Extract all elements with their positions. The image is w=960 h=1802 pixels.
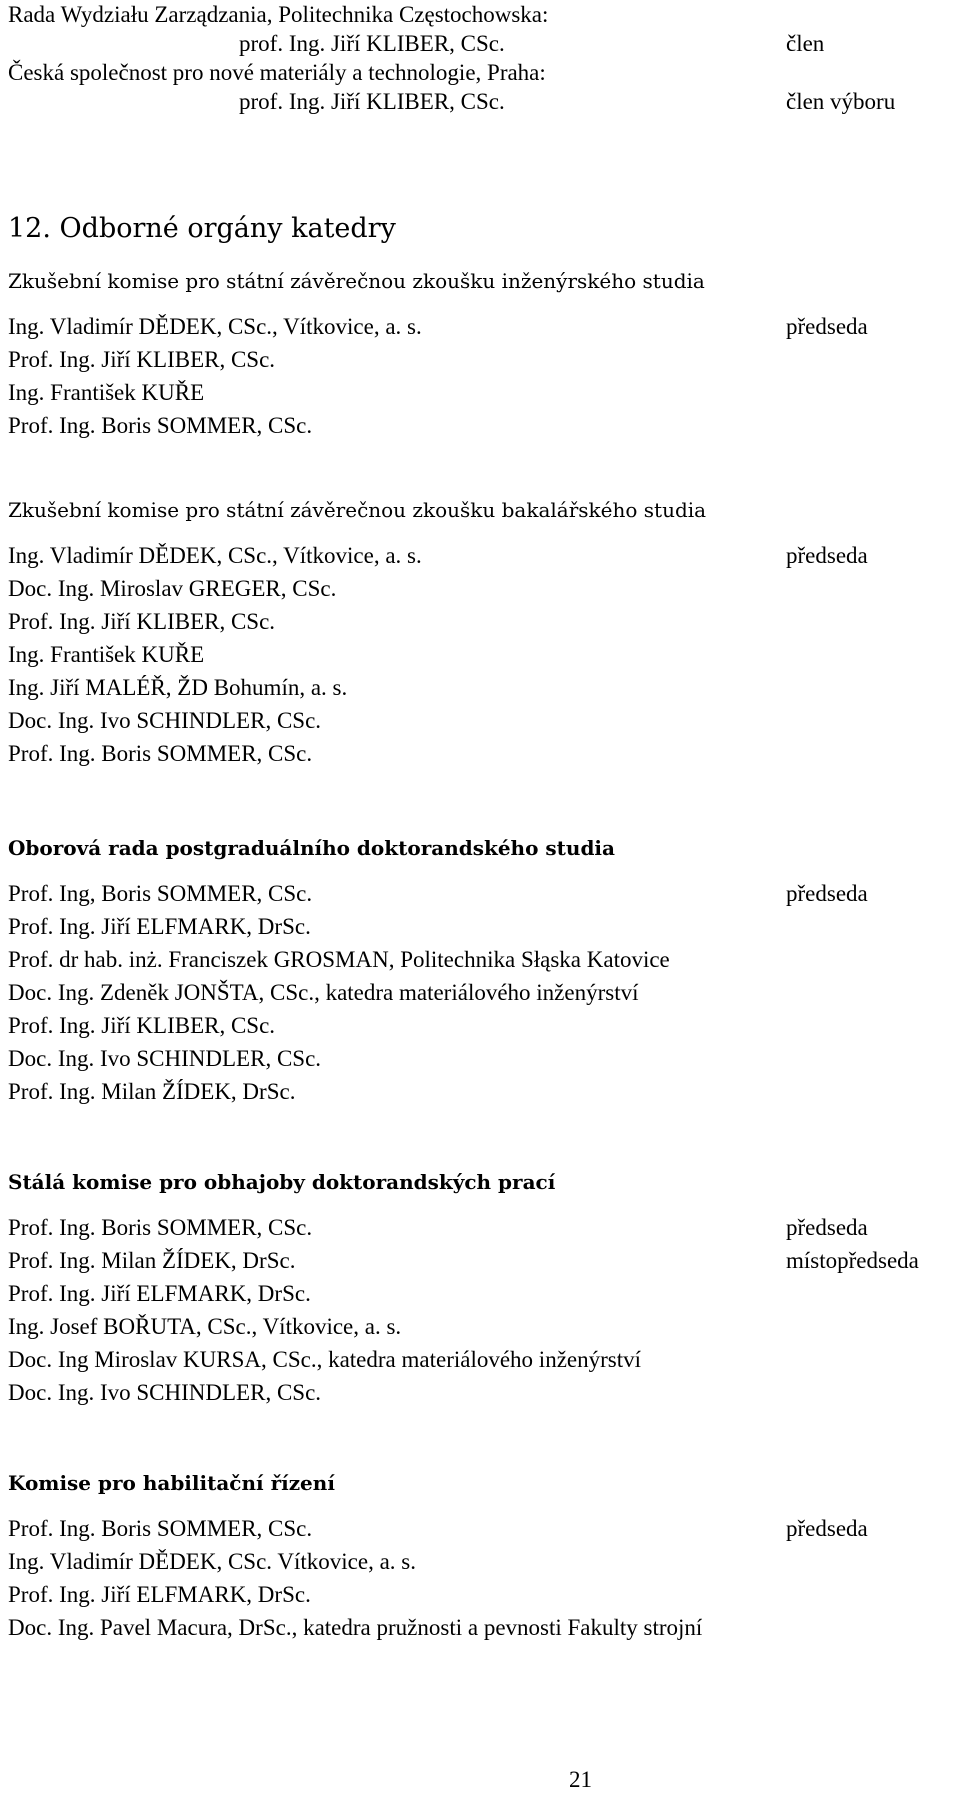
membership-person: prof. Ing. Jiří KLIBER, CSc. [239, 31, 505, 56]
member-name: Doc. Ing. Ivo SCHINDLER, CSc. [8, 708, 322, 733]
member-name: Doc. Ing. Ivo SCHINDLER, CSc. [8, 1046, 322, 1071]
member-name: Prof. Ing. Boris SOMMER, CSc. [8, 1516, 313, 1541]
membership-person: prof. Ing. Jiří KLIBER, CSc. [239, 89, 505, 114]
member-name: Prof. Ing. Boris SOMMER, CSc. [8, 741, 313, 766]
member-role: předseda [786, 1516, 868, 1541]
member-name: Prof. Ing. Jiří KLIBER, CSc. [8, 1013, 276, 1038]
section-title: Oborová rada postgraduálního doktorandského studia [8, 836, 615, 860]
member-row [8, 737, 948, 770]
member-name: Ing. Jiří MALÉŘ, ŽD Bohumín, a. s. [8, 675, 348, 700]
member-name: Prof. Ing. Jiří KLIBER, CSc. [8, 609, 276, 634]
member-name: Prof. Ing. Jiří ELFMARK, DrSc. [8, 1281, 311, 1306]
member-name: Doc. Ing. Zdeněk JONŠTA, CSc., katedra materiálového inženýrství [8, 980, 639, 1005]
member-list [8, 310, 948, 442]
member-name: Doc. Ing. Pavel Macura, DrSc., katedra pružnosti a pevnosti Fakulty strojní [8, 1615, 703, 1640]
membership-organization: Česká společnost pro nové materiály a technologie, Praha: [8, 60, 546, 85]
member-name: Prof. Ing. Boris SOMMER, CSc. [8, 413, 313, 438]
member-row [8, 1545, 948, 1578]
member-name: Doc. Ing Miroslav KURSA, CSc., katedra materiálového inženýrství [8, 1347, 642, 1372]
member-row [8, 1343, 948, 1376]
member-name: Prof. Ing. Milan ŽÍDEK, DrSc. [8, 1079, 296, 1104]
member-row [8, 910, 948, 943]
member-row [8, 1244, 948, 1277]
member-row [8, 976, 948, 1009]
member-name: Ing. Vladimír DĚDEK, CSc., Vítkovice, a. s. [8, 314, 422, 339]
member-role: předseda [786, 543, 868, 568]
member-name: Ing. Josef BOŘUTA, CSc., Vítkovice, a. s. [8, 1314, 402, 1339]
membership-role: člen [786, 31, 825, 56]
member-name: Prof. Ing, Boris SOMMER, CSc. [8, 881, 313, 906]
membership-line [8, 58, 948, 87]
member-row [8, 877, 948, 910]
member-name: Doc. Ing. Miroslav GREGER, CSc. [8, 576, 337, 601]
member-name: Prof. Ing. Jiří KLIBER, CSc. [8, 347, 276, 372]
member-list [8, 877, 948, 1108]
member-row [8, 1578, 948, 1611]
section-title: Zkušební komise pro státní závěrečnou zkoušku bakalářského studia [8, 498, 707, 522]
section-bachelor-exam [8, 495, 948, 770]
section-engineering-exam [8, 266, 948, 442]
membership-line [8, 0, 948, 29]
section-title: Stálá komise pro obhajoby doktorandských prací [8, 1170, 556, 1194]
membership-line [8, 29, 948, 58]
member-list [8, 1512, 948, 1644]
section-defense-committee [8, 1167, 948, 1409]
member-name: Prof. Ing. Jiří ELFMARK, DrSc. [8, 914, 311, 939]
member-role: místopředseda [786, 1248, 919, 1273]
member-row [8, 943, 948, 976]
chapter-heading: 12. Odborné orgány katedry [8, 213, 396, 244]
member-row [8, 343, 948, 376]
member-name: Ing. František KUŘE [8, 380, 205, 405]
member-list [8, 539, 948, 770]
member-name: Prof. dr hab. inż. Franciszek GROSMAN, Politechnika Słąska Katovice [8, 947, 670, 972]
membership-line [8, 87, 948, 116]
member-row [8, 1611, 948, 1644]
membership-organization: Rada Wydziału Zarządzania, Politechnika Częstochowska: [8, 2, 549, 27]
member-role: předseda [786, 314, 868, 339]
member-name: Ing. Vladimír DĚDEK, CSc., Vítkovice, a. s. [8, 543, 422, 568]
member-row [8, 704, 948, 737]
member-row [8, 671, 948, 704]
member-row [8, 1512, 948, 1545]
member-row [8, 409, 948, 442]
page-number: 21 [569, 1767, 592, 1792]
member-row [8, 1075, 948, 1108]
member-role: předseda [786, 1215, 868, 1240]
member-name: Prof. Ing. Jiří ELFMARK, DrSc. [8, 1582, 311, 1607]
member-row [8, 638, 948, 671]
member-name: Ing. František KUŘE [8, 642, 205, 667]
member-name: Prof. Ing. Milan ŽÍDEK, DrSc. [8, 1248, 296, 1273]
member-row [8, 1211, 948, 1244]
section-title: Komise pro habilitační řízení [8, 1471, 335, 1495]
member-row [8, 310, 948, 343]
member-role: předseda [786, 881, 868, 906]
member-row [8, 1009, 948, 1042]
member-row [8, 376, 948, 409]
member-row [8, 539, 948, 572]
member-row [8, 572, 948, 605]
member-row [8, 605, 948, 638]
section-doctoral-board [8, 833, 948, 1108]
member-row [8, 1376, 948, 1409]
header-memberships [8, 0, 948, 116]
member-row [8, 1310, 948, 1343]
member-name: Doc. Ing. Ivo SCHINDLER, CSc. [8, 1380, 322, 1405]
member-name: Prof. Ing. Boris SOMMER, CSc. [8, 1215, 313, 1240]
member-name: Ing. Vladimír DĚDEK, CSc. Vítkovice, a. s. [8, 1549, 416, 1574]
section-title: Zkušební komise pro státní závěrečnou zkoušku inženýrského studia [8, 269, 705, 293]
member-list [8, 1211, 948, 1409]
membership-role: člen výboru [786, 89, 896, 114]
member-row [8, 1042, 948, 1075]
member-row [8, 1277, 948, 1310]
section-habilitation-committee [8, 1468, 948, 1644]
